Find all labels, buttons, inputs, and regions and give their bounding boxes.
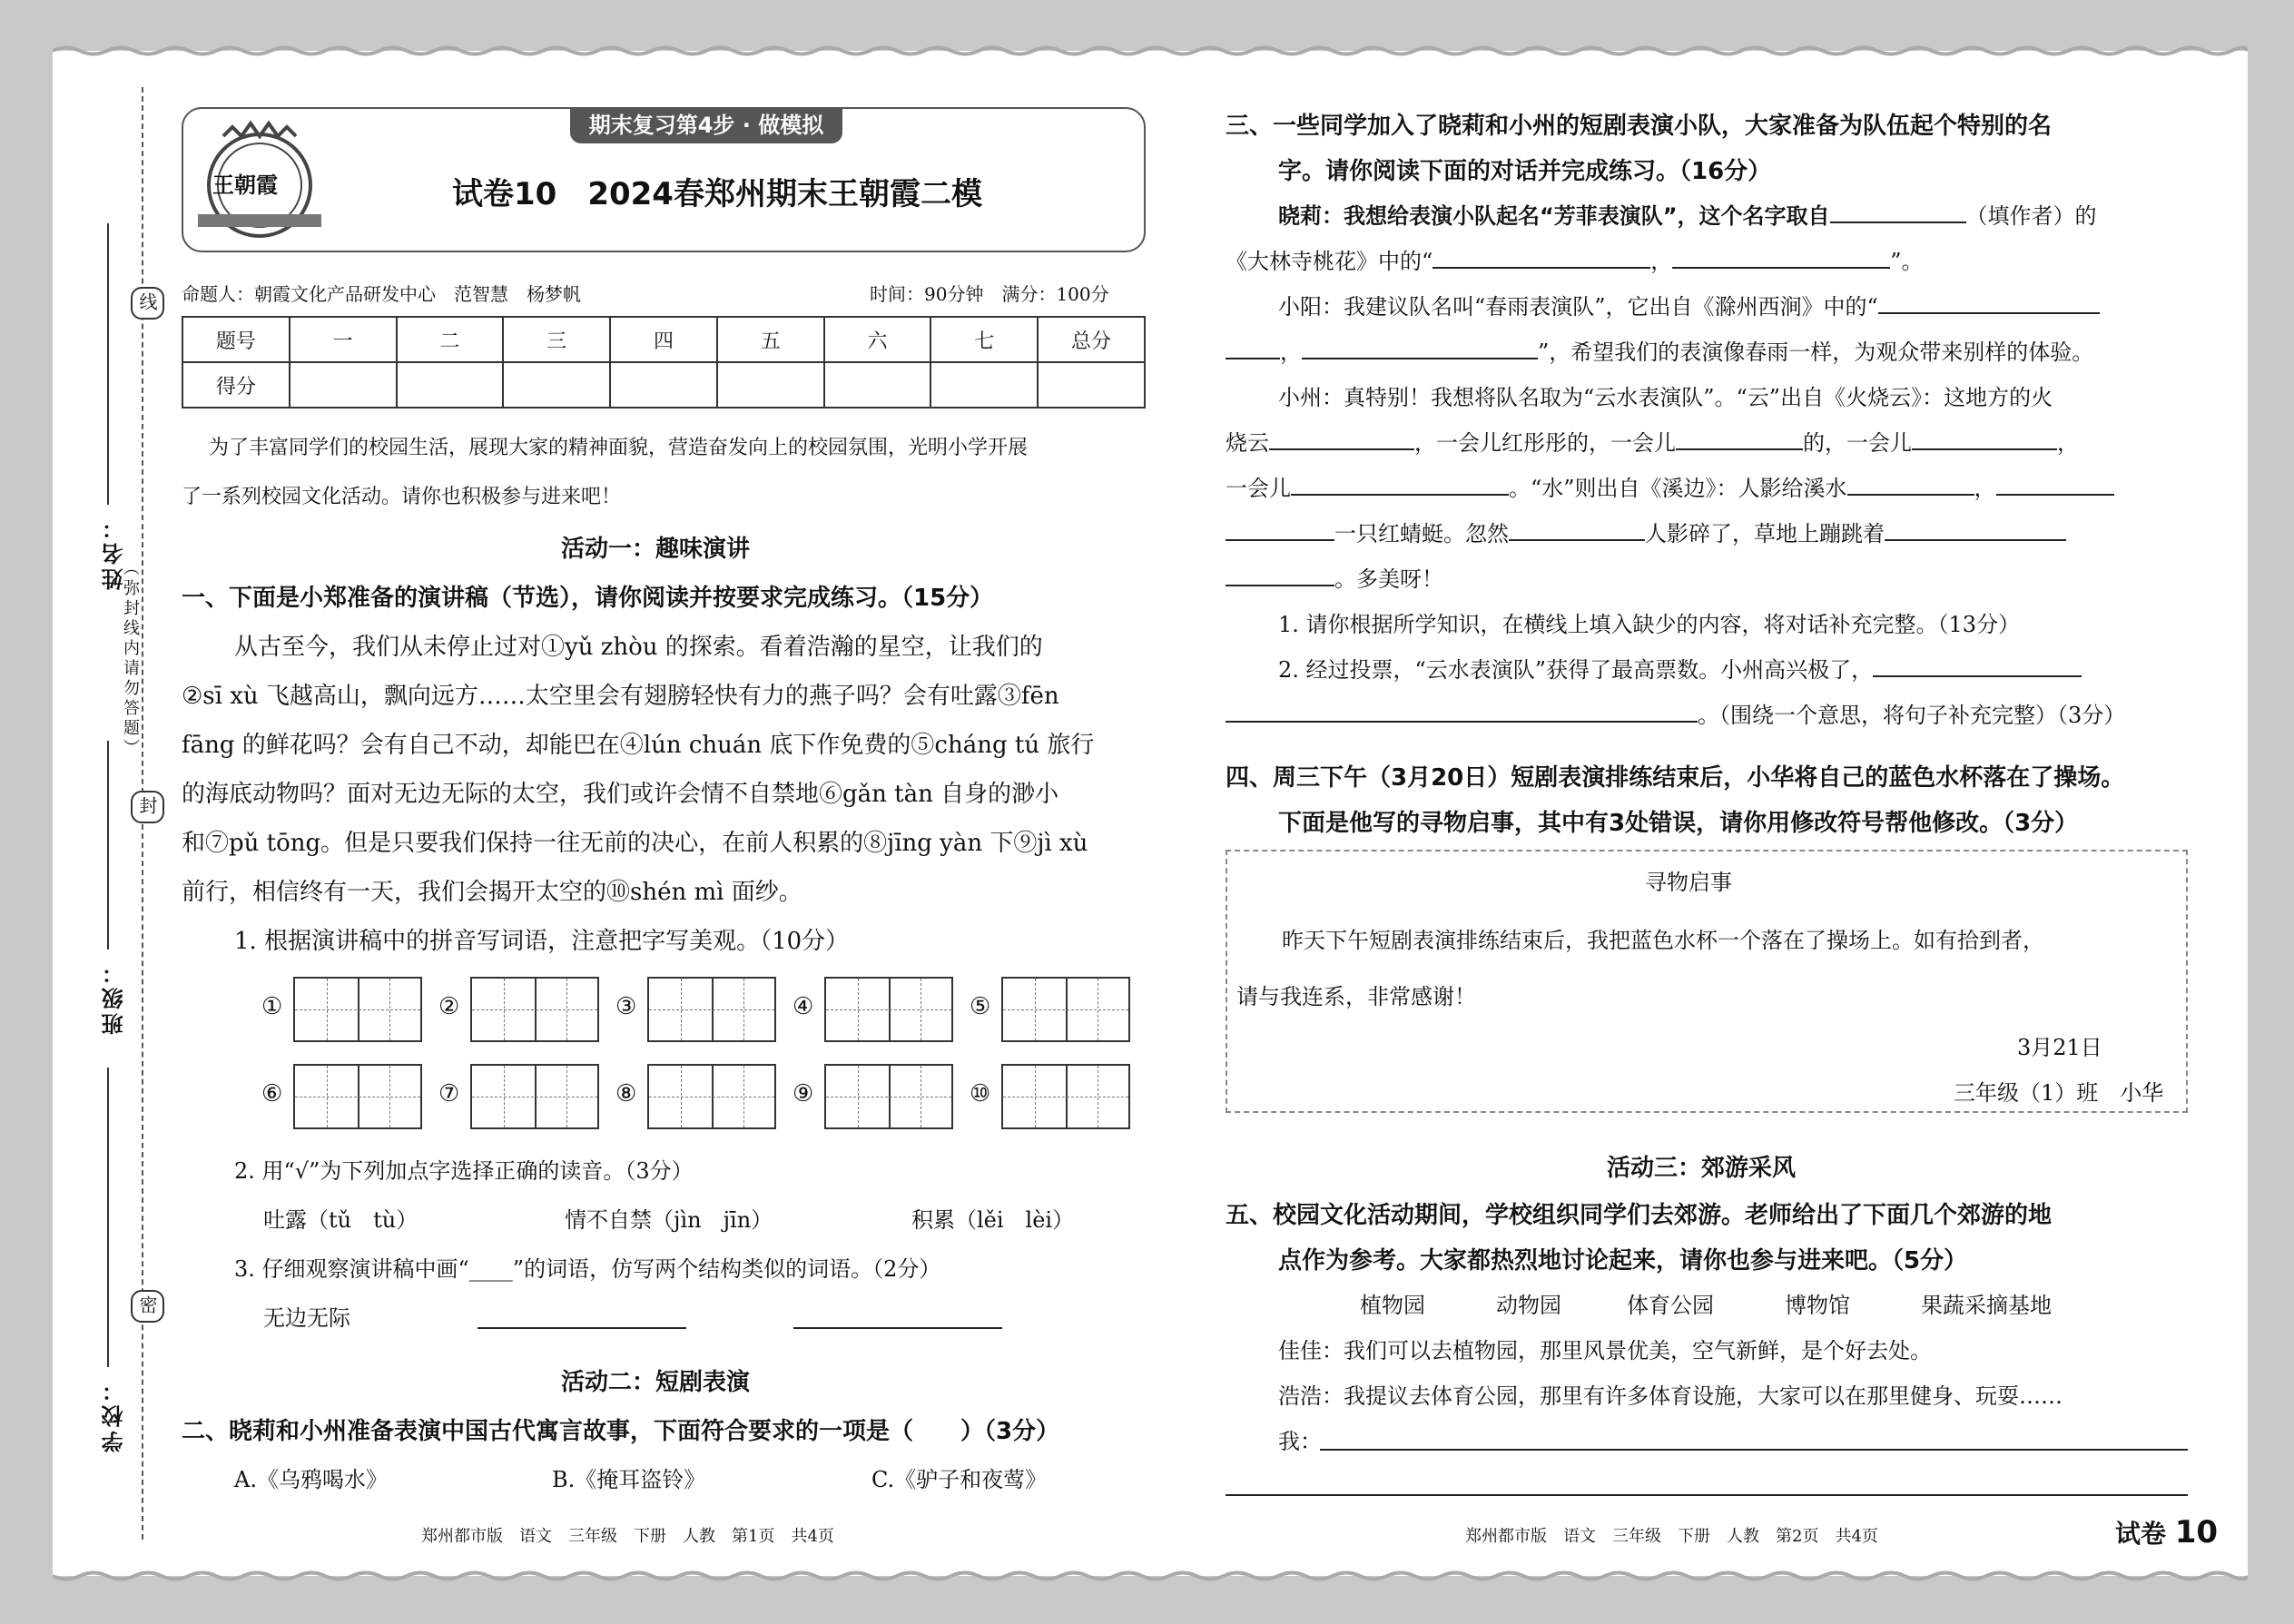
place-option: 博物馆 xyxy=(1785,1293,1850,1318)
q3-line xyxy=(1278,198,2097,230)
activity-3-heading: 活动三：郊游采风 xyxy=(1607,1155,1797,1182)
exam-title-brand: 王朝霞 xyxy=(827,176,921,212)
activity-2-heading: 活动二：短剧表演 xyxy=(561,1369,751,1396)
score-cell[interactable] xyxy=(1038,362,1145,408)
intro-line-2: 了一系列校园文化活动。请你也积极参与进来吧！ xyxy=(182,486,622,508)
time-score: 时间：90分钟 满分：100分 xyxy=(870,283,1109,305)
writing-grid-6[interactable] xyxy=(293,1064,422,1129)
q3-sub2: 2. 经过投票，“云水表演队”获得了最高票数。小州高兴极了， xyxy=(1278,657,1874,683)
score-header-cell: 七 xyxy=(930,317,1038,362)
reading-option-2[interactable]: 情不自禁（jìn jīn） xyxy=(565,1207,773,1233)
q3-text: 。“水”则出自《溪边》：人影给溪水 xyxy=(1509,476,1847,501)
notice-body-2: 请与我连系，非常感谢！ xyxy=(1236,984,1476,1009)
answer-blank[interactable] xyxy=(1433,244,1650,269)
q4-title-2: 下面是他写的寻物启事，其中有3处错误，请你用修改符号帮他修改。（3分） xyxy=(1278,810,2079,837)
score-cell[interactable] xyxy=(717,362,824,408)
q3-title-1: 三、一些同学加入了晓莉和小州的短剧表演小队，大家准备为队伍起个特别的名 xyxy=(1226,113,2053,140)
writing-grid-8[interactable] xyxy=(647,1064,776,1129)
my-answer-line-2[interactable] xyxy=(1226,1494,2188,1496)
q1-sub2: 2. 用“√”为下列加点字选择正确的读音。（3分） xyxy=(234,1158,694,1184)
sample-word: 无边无际 xyxy=(263,1305,350,1331)
place-option: 体育公园 xyxy=(1627,1293,1714,1318)
answer-blank[interactable] xyxy=(1509,517,1645,541)
notice-title: 寻物启事 xyxy=(1645,870,1732,895)
q3-line xyxy=(1226,516,2066,547)
wavy-border-top xyxy=(53,44,2248,57)
name-label: 姓名： xyxy=(102,514,127,590)
answer-blank[interactable] xyxy=(1269,426,1414,450)
q3-text: 晓莉：我想给表演小队起名“芳菲表演队”，这个名字取自 xyxy=(1278,203,1830,229)
q3-text: ， xyxy=(1280,340,1302,365)
answer-blank[interactable] xyxy=(1291,471,1509,496)
q3-text: ， xyxy=(1650,249,1673,274)
q3-text: 一只红蜻蜓。忽然 xyxy=(1334,521,1509,546)
score-cell[interactable] xyxy=(503,362,610,408)
grid-label: ⑨ xyxy=(793,1080,814,1107)
grid-label: ⑤ xyxy=(970,993,991,1020)
writing-grid-9[interactable] xyxy=(824,1064,953,1129)
grid-label: ⑦ xyxy=(438,1080,460,1107)
paper-tag xyxy=(2115,1514,2218,1550)
q3-text: ， xyxy=(1974,476,1996,501)
q3-text: ”。 xyxy=(1890,249,1924,274)
score-header-cell: 三 xyxy=(503,317,610,362)
answer-blank[interactable] xyxy=(1878,290,2100,314)
q2-option-c[interactable]: C.《驴子和夜莺》 xyxy=(871,1467,1048,1492)
footer-right: 郑州都市版 语文 三年级 下册 人教 第2页 共4页 xyxy=(1465,1527,1878,1546)
notice-date: 3月21日 xyxy=(2017,1035,2102,1060)
q3-line xyxy=(1226,470,2114,502)
answer-blank[interactable] xyxy=(1226,698,1698,723)
grid-label: ① xyxy=(261,993,283,1020)
lost-item-notice xyxy=(1226,850,2188,1113)
q2-option-a[interactable]: A.《乌鸦喝水》 xyxy=(234,1467,388,1492)
q3-text: 。多美呀！ xyxy=(1334,566,1443,592)
writing-grid-5[interactable] xyxy=(1001,977,1130,1042)
answer-blank[interactable] xyxy=(1996,471,2114,496)
intro-line-1: 为了丰富同学们的校园生活，展现大家的精神面貌，营造奋发向上的校园氛围，光明小学开展 xyxy=(209,437,1029,459)
place-option: 植物园 xyxy=(1360,1293,1425,1318)
score-row-label: 得分 xyxy=(182,362,290,408)
q3-text: 小阳：我建议队名叫“春雨表演队”，它出自《滁州西涧》中的“ xyxy=(1278,294,1878,320)
q3-line xyxy=(1226,697,2125,729)
school-label: 学校： xyxy=(102,1376,127,1452)
score-cell[interactable] xyxy=(397,362,504,408)
writing-grid-7[interactable] xyxy=(470,1064,599,1129)
writing-grid-3[interactable] xyxy=(647,977,776,1042)
q3-sub2b: 。（围绕一个意思，将句子补充完整）（3分） xyxy=(1698,703,2126,728)
answer-blank[interactable] xyxy=(1847,471,1974,496)
authors: 命题人：朝霞文化产品研发中心 范智慧 杨梦帆 xyxy=(182,283,581,305)
writing-grid-4[interactable] xyxy=(824,977,953,1042)
q2-option-b[interactable]: B.《掩耳盗铃》 xyxy=(552,1467,706,1492)
q3-text: ，一会儿红彤彤的，一会儿 xyxy=(1414,430,1676,456)
answer-blank[interactable] xyxy=(1885,517,2066,541)
q3-text: ”，希望我们的表演像春雨一样，为观众带来别样的体验。 xyxy=(1538,340,2094,365)
q2-title: 二、晓莉和小州准备表演中国古代寓言故事，下面符合要求的一项是（ ）（3分） xyxy=(182,1418,1060,1445)
q1-passage-line: 从古至今，我们从未停止过对①yǔ zhòu 的探索。看着浩瀚的星空，让我们的 xyxy=(234,634,1043,661)
activity-1-heading: 活动一：趣味演讲 xyxy=(561,536,751,563)
imitation-answer-2[interactable] xyxy=(793,1327,1002,1329)
q3-line xyxy=(1278,652,2082,684)
dialogue-jiajia: 佳佳：我们可以去植物园，那里风景优美，空气新鲜，是个好去处。 xyxy=(1278,1338,1932,1363)
score-cell[interactable] xyxy=(824,362,931,408)
binding-mark-line: 线 xyxy=(131,287,164,320)
q3-text: 一会儿 xyxy=(1226,476,1291,501)
q3-title-2: 字。请你阅读下面的对话并完成练习。（16分） xyxy=(1278,158,1772,185)
q3-line xyxy=(1226,561,1443,593)
q3-line xyxy=(1226,425,2079,457)
logo-text: 王朝霞 xyxy=(212,172,278,198)
q3-text: 烧云 xyxy=(1226,430,1269,456)
place-option: 动物园 xyxy=(1496,1293,1561,1318)
grid-label: ⑩ xyxy=(970,1080,991,1107)
exam-title xyxy=(452,169,982,213)
q3-line: 小州：真特别！我想将队名取为“云水表演队”。“云”出自《火烧云》：这地方的火 xyxy=(1278,385,2053,410)
score-header-cell: 题号 xyxy=(182,317,290,362)
my-answer-label: 我： xyxy=(1278,1429,1322,1454)
dialogue-haohao: 浩浩：我提议去体育公园，那里有许多体育设施，大家可以在那里健身、玩耍…… xyxy=(1278,1383,2063,1409)
answer-blank[interactable] xyxy=(1226,517,1334,541)
score-table xyxy=(182,316,1146,408)
q1-passage-line: 和⑦pǔ tōng。但是只要我们保持一往无前的决心，在前人积累的⑧jīng yàn 下⑨jì xù xyxy=(182,830,1088,857)
grid-label: ⑧ xyxy=(615,1080,637,1107)
grid-label: ⑥ xyxy=(261,1080,283,1107)
grid-label: ② xyxy=(438,993,460,1020)
grid-label: ③ xyxy=(615,993,637,1020)
school-field-line[interactable] xyxy=(107,1068,109,1367)
binding-notice: （弥封线内请勿答题） xyxy=(118,559,142,759)
q5-title-1: 五、校园文化活动期间，学校组织同学们去郊游。老师给出了下面几个郊游的地 xyxy=(1226,1202,2053,1229)
q3-sub1: 1. 请你根据所学知识，在横线上填入缺少的内容，将对话补充完整。（13分） xyxy=(1278,612,2021,637)
answer-blank[interactable] xyxy=(1672,244,1890,269)
writing-grid-2[interactable] xyxy=(470,977,599,1042)
binding-mark-seal: 封 xyxy=(131,791,164,823)
logo xyxy=(196,120,323,240)
q3-text: 的，一会儿 xyxy=(1803,430,1912,456)
place-option: 果蔬采摘基地 xyxy=(1921,1293,2052,1318)
reading-option-3[interactable]: 积累（lěi lèi） xyxy=(911,1207,1075,1233)
wavy-border-bottom xyxy=(53,1570,2248,1582)
q1-sub1: 1. 根据演讲稿中的拼音写词语，注意把字写美观。（10分） xyxy=(234,928,850,955)
paper-tag-label: 试卷 xyxy=(2115,1519,2167,1549)
imitation-answer-1[interactable] xyxy=(478,1327,686,1329)
answer-blank[interactable] xyxy=(1873,653,2082,677)
q4-title-1: 四、周三下午（3月20日）短剧表演排练结束后，小华将自己的蓝色水杯落在了操场。 xyxy=(1226,764,2125,792)
q1-title: 一、下面是小郑准备的演讲稿（节选），请你阅读并按要求完成练习。（15分） xyxy=(182,585,994,612)
notice-signature: 三年级（1）班 小华 xyxy=(1954,1080,2164,1106)
writing-grid-1[interactable] xyxy=(293,977,422,1042)
score-header-cell: 总分 xyxy=(1038,317,1145,362)
notice-body-1: 昨天下午短剧表演排练结束后，我把蓝色水杯一个落在了操场上。如有拾到者， xyxy=(1282,928,2044,953)
q3-line xyxy=(1278,289,2100,320)
score-header-cell: 五 xyxy=(717,317,824,362)
answer-blank[interactable] xyxy=(1226,562,1334,586)
reading-option-1[interactable]: 吐露（tǔ tù） xyxy=(263,1207,418,1233)
answer-blank[interactable] xyxy=(1830,199,1966,223)
q5-title-2: 点作为参考。大家都热烈地讨论起来，请你也参与进来吧。（5分） xyxy=(1278,1247,1968,1275)
paper-tag-number: 10 xyxy=(2174,1514,2219,1550)
score-header-cell: 六 xyxy=(824,317,931,362)
q1-passage-line: fāng 的鲜花吗？会有自己不动，却能巴在④lún chuán 底下作免费的⑤cháng tú 旅行 xyxy=(182,732,1095,759)
grid-label: ④ xyxy=(793,993,814,1020)
class-field-line[interactable] xyxy=(107,741,109,950)
writing-grid-10[interactable] xyxy=(1001,1064,1130,1129)
score-header-cell: 四 xyxy=(610,317,717,362)
q3-text: 人影碎了，草地上蹦跳着 xyxy=(1645,521,1885,546)
exam-title-suffix: 二模 xyxy=(920,176,982,212)
answer-blank[interactable] xyxy=(1912,426,2057,450)
q3-text: ， xyxy=(2057,430,2079,456)
class-label: 班级： xyxy=(102,959,127,1035)
answer-blank[interactable] xyxy=(1302,335,1538,359)
score-header-cell: 一 xyxy=(290,317,397,362)
binding-mark-secret: 密 xyxy=(131,1290,164,1323)
exam-sheet xyxy=(53,51,2248,1576)
name-field-line[interactable] xyxy=(107,223,109,505)
q1-passage-line: 的海底动物吗？面对无边无际的太空，我们或许会情不自禁地⑥gǎn tàn 自身的渺小 xyxy=(182,781,1059,808)
q3-line xyxy=(1226,243,1924,275)
q3-line xyxy=(1226,334,2093,366)
answer-blank[interactable] xyxy=(1676,426,1803,450)
score-cell[interactable] xyxy=(290,362,397,408)
score-cell[interactable] xyxy=(930,362,1038,408)
answer-blank[interactable] xyxy=(1226,335,1280,359)
q1-passage-line: ②sī xù 飞越高山，飘向远方……太空里会有翅膀轻快有力的燕子吗？会有吐露③fēn xyxy=(182,683,1059,710)
exam-title-main: 试卷10 2024春郑州期末 xyxy=(452,176,828,212)
q3-text: （填作者）的 xyxy=(1965,203,2097,229)
footer-left: 郑州都市版 语文 三年级 下册 人教 第1页 共4页 xyxy=(421,1527,834,1546)
my-answer-line[interactable] xyxy=(1320,1449,2188,1451)
score-cell[interactable] xyxy=(610,362,717,408)
score-header-cell: 二 xyxy=(397,317,504,362)
q1-sub3: 3. 仔细观察演讲稿中画“____”的词语，仿写两个结构类似的词语。（2分） xyxy=(234,1256,941,1282)
q1-passage-line: 前行，相信终有一天，我们会揭开太空的⑩shén mì 面纱。 xyxy=(182,879,802,906)
q3-text: 《大林寺桃花》中的“ xyxy=(1226,249,1433,274)
step-banner: 期末复习第4步 · 做模拟 xyxy=(570,107,842,143)
